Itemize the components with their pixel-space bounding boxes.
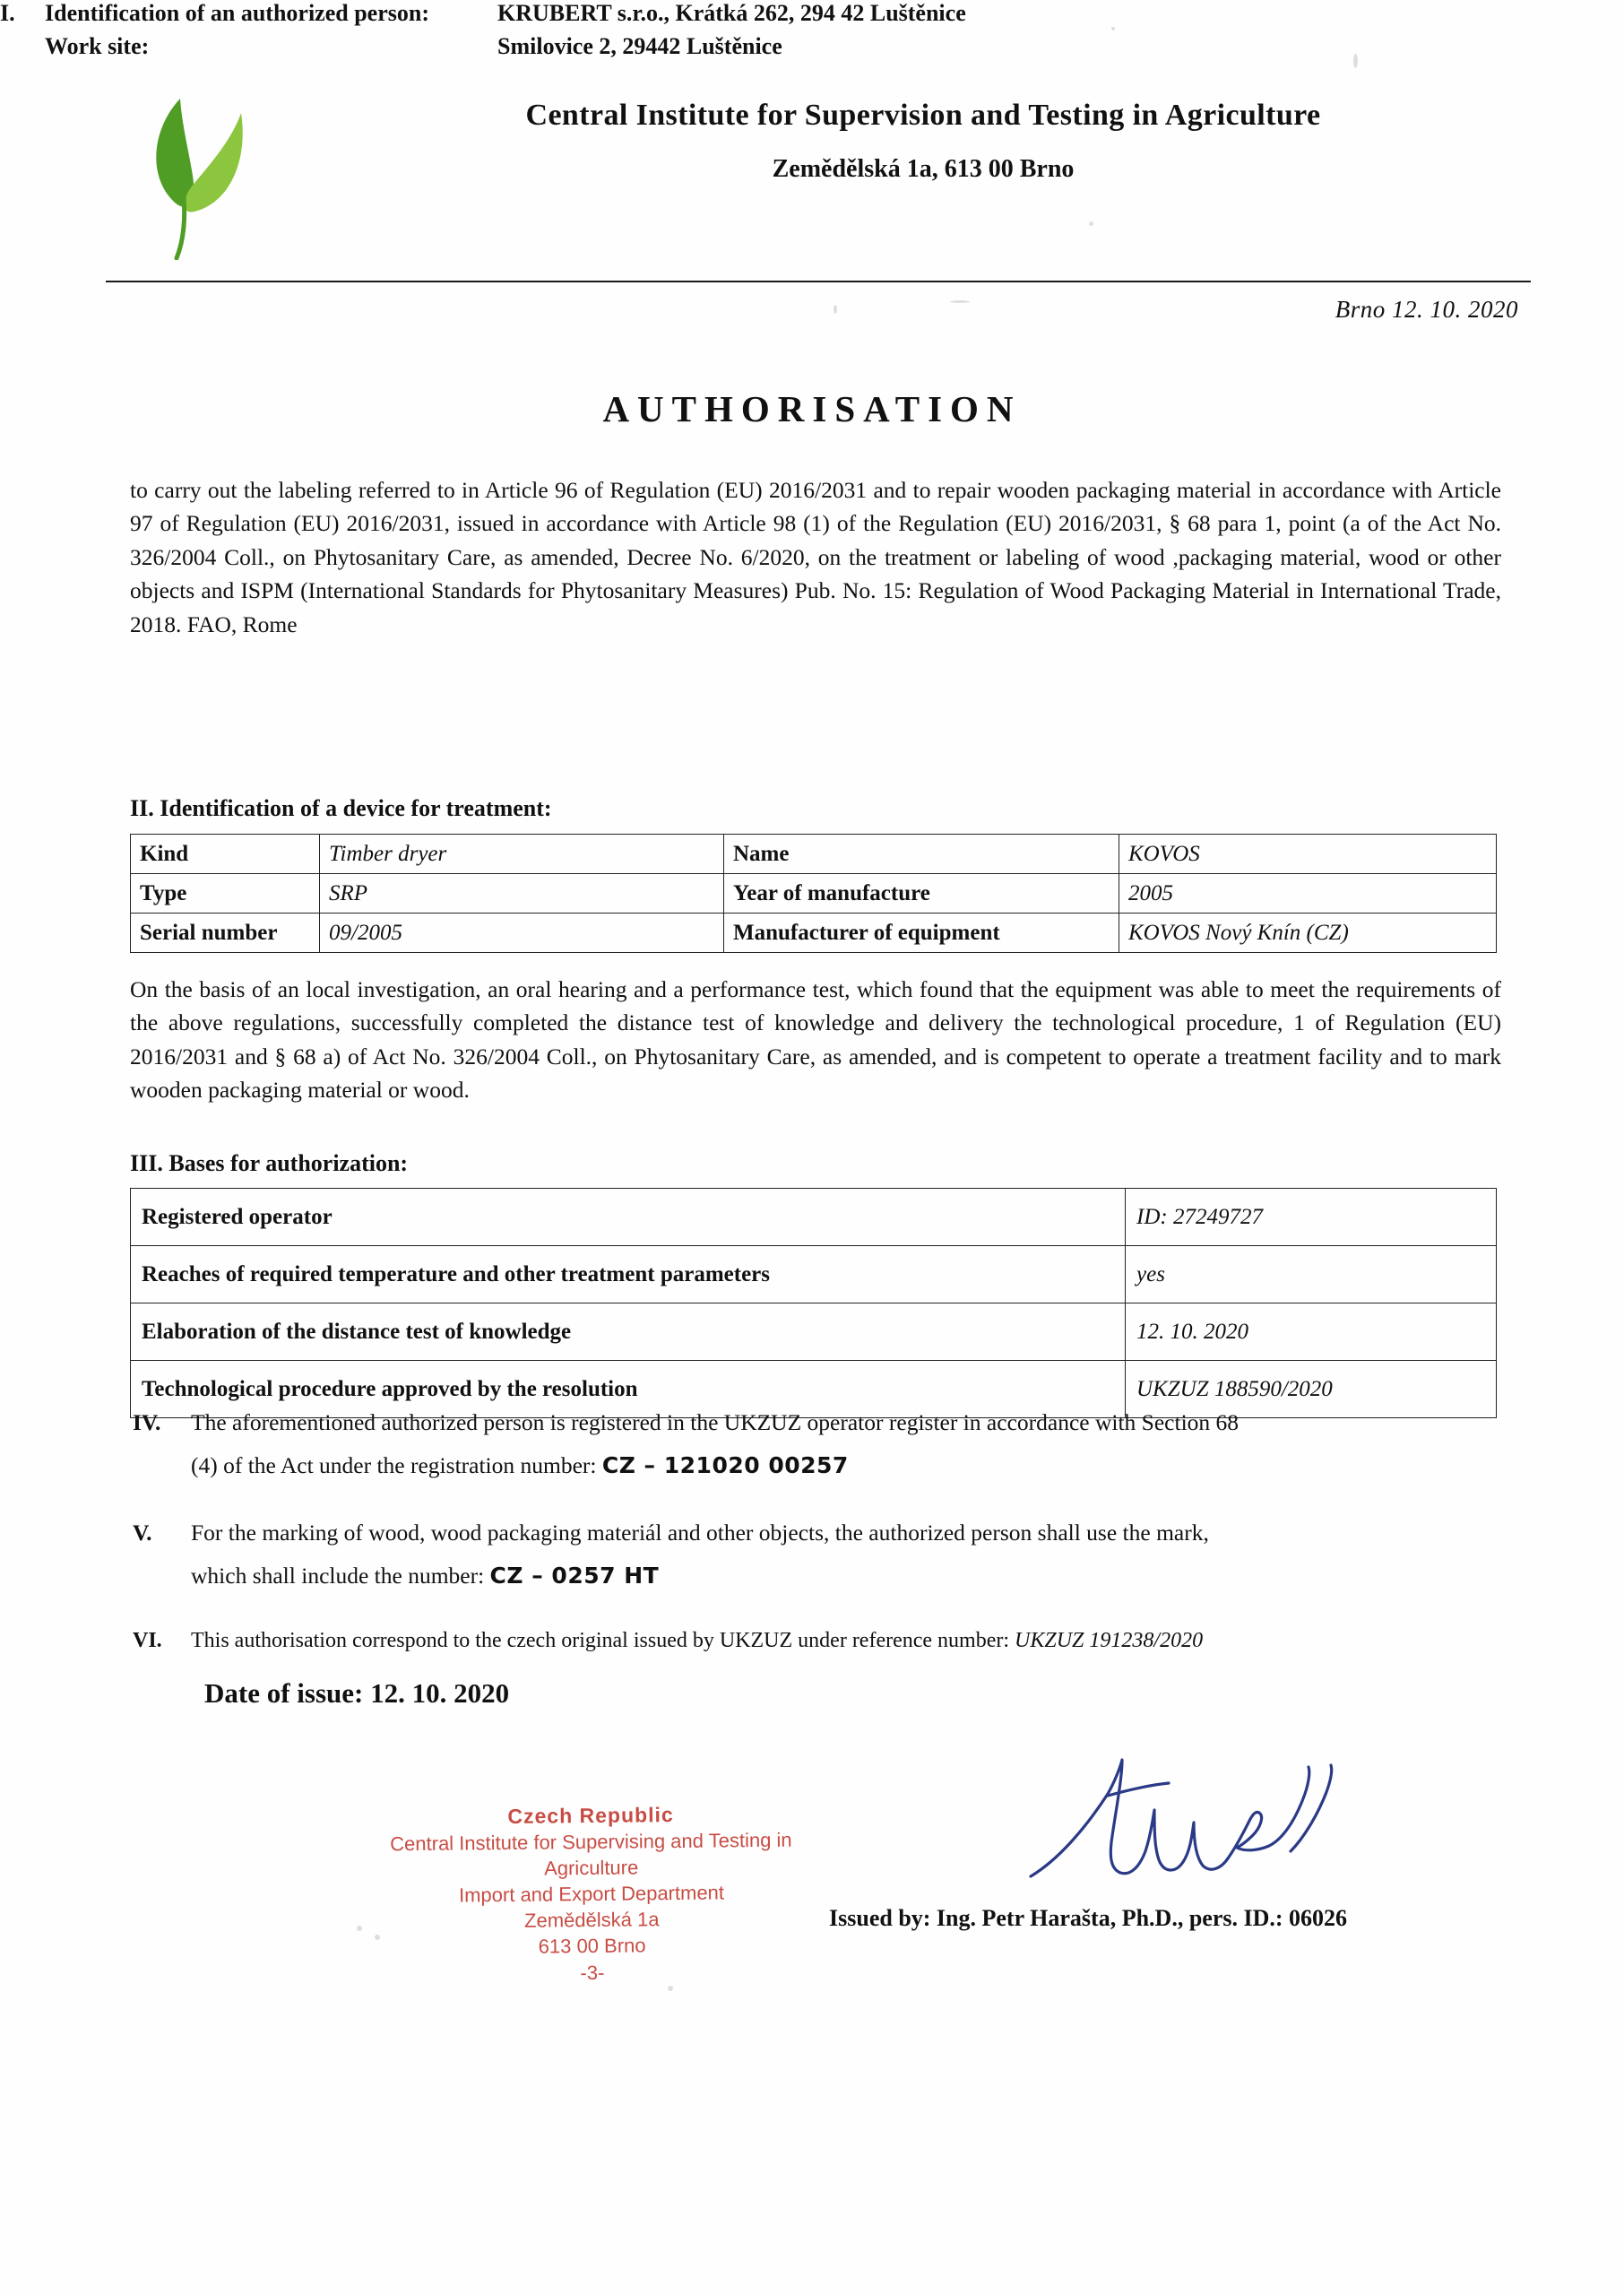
stamp-line-city: 613 00 Brno	[538, 1934, 646, 1959]
section-6-body	[191, 1624, 1513, 1658]
device-label-year: Year of manufacture	[724, 874, 1119, 914]
section-3-heading: III. Bases for authorization:	[130, 1150, 409, 1176]
device-table	[130, 834, 1497, 953]
section-4-numeral: IV.	[133, 1409, 161, 1435]
official-stamp	[349, 1799, 834, 1988]
device-value-serial: 09/2005	[320, 914, 724, 953]
basis-paragraph: On the basis of an local investigation, an oral hearing and a performance test, which found that the equipment was able to meet the requirements of the above regulations, successfully completed the distance test of knowledge and delivery the technological procedure, 1 of Regulation (EU) 2016/2031 and § 68 a) of Act No. 326/2004 Coll., on Phytosanitary Care, as amended, and is competent to operate a treatment facility and to mark wooden packaging material or wood.	[130, 976, 1501, 1104]
institute-title: Central Institute for Supervision and Testing in Agriculture	[525, 99, 1321, 132]
stamp-line-country: Czech Republic	[507, 1803, 674, 1828]
section-4-text-line2: (4) of the Act under the registration number:	[191, 1451, 597, 1478]
device-label-serial: Serial number	[131, 914, 320, 953]
scan-speck	[668, 1986, 673, 1991]
mark-number: CZ – 0257 HT	[489, 1562, 660, 1589]
bases-value-temperature: yes	[1126, 1246, 1497, 1303]
bases-label-temperature: Reaches of required temperature and other treatment parameters	[131, 1246, 1126, 1303]
section-1-label-person: Identification of an authorized person:	[45, 0, 429, 26]
stamp-line-department: Import and Export Department	[458, 1881, 725, 1907]
section-4-text-line1: The aforementioned authorized person is registered in the UKZUZ operator register in accordance with Section 68	[191, 1409, 1240, 1435]
device-label-name: Name	[724, 835, 1119, 874]
section-1-row-person	[0, 0, 1371, 27]
section-1-value-worksite: Smilovice 2, 29442 Luštěnice	[497, 33, 782, 59]
device-value-manufacturer: KOVOS Nový Knín (CZ)	[1119, 914, 1497, 953]
device-value-kind: Timber dryer	[320, 835, 724, 874]
scan-speck	[1111, 27, 1115, 30]
table-row	[131, 914, 1497, 953]
bases-value-technological-procedure: UKZUZ 188590/2020	[1126, 1361, 1497, 1418]
document-header	[108, 90, 1524, 278]
green-leaf-logo-icon	[130, 90, 264, 260]
table-row	[131, 874, 1497, 914]
handwritten-signature	[1022, 1753, 1344, 1896]
issued-by-line: Issued by: Ing. Petr Harašta, Ph.D., pers. ID.: 06026	[829, 1905, 1348, 1931]
section-5	[133, 1515, 1513, 1593]
device-value-year: 2005	[1119, 874, 1497, 914]
device-value-type: SRP	[320, 874, 724, 914]
institute-address: Zemědělská 1a, 613 00 Brno	[772, 155, 1075, 183]
stamp-line-page: -3-	[580, 1961, 605, 1984]
section-1-row-worksite	[0, 33, 1371, 60]
section-1-numeral: I.	[0, 0, 15, 26]
section-5-body	[191, 1515, 1513, 1593]
bases-label-registered-operator: Registered operator	[131, 1189, 1126, 1246]
section-4-body	[191, 1405, 1513, 1483]
bases-table	[130, 1188, 1497, 1418]
section-identification-person	[0, 0, 1371, 60]
header-text-block	[332, 99, 1515, 184]
header-divider	[106, 281, 1531, 282]
bases-value-distance-test: 12. 10. 2020	[1126, 1303, 1497, 1361]
section-6-numeral: VI.	[133, 1629, 162, 1652]
table-row	[131, 835, 1497, 874]
scan-speck	[1353, 54, 1358, 68]
bases-label-distance-test: Elaboration of the distance test of knowledge	[131, 1303, 1126, 1361]
section-5-text-line1: For the marking of wood, wood packaging materiál and other objects, the authorized person shall use the mark,	[191, 1520, 1209, 1546]
device-label-kind: Kind	[131, 835, 320, 874]
table-row	[131, 1303, 1497, 1361]
device-value-name: KOVOS	[1119, 835, 1497, 874]
table-row	[131, 1189, 1497, 1246]
preamble-paragraph: to carry out the labeling referred to in Article 96 of Regulation (EU) 2016/2031 and to repair wooden packaging material in accordance with Article 97 of Regulation (EU) 2016/2031, issued in accordance with Article 98 (1) of the Regulation (EU) 2016/2031, § 68 para 1, point (a of the Act No. 326/2004 Coll., on Phytosanitary Care, as amended, Decree No. 6/2020, on the treatment or labeling of wood ,packaging material, wood or other objects and ISPM (International Standards for Phytosanitary Measures) Pub. No. 15: Regulation of Wood Packaging Material in International Trade, 2018. FAO, Rome	[130, 477, 1501, 637]
section-5-numeral: V.	[133, 1520, 152, 1546]
stamp-line-street: Zemědělská 1a	[523, 1908, 660, 1933]
device-label-manufacturer: Manufacturer of equipment	[724, 914, 1119, 953]
bases-label-technological-procedure: Technological procedure approved by the resolution	[131, 1361, 1126, 1418]
section-6	[133, 1624, 1513, 1658]
section-6-text: This authorisation correspond to the czech original issued by UKZUZ under reference number:	[191, 1629, 1010, 1652]
bases-value-registered-operator: ID: 27249727	[1126, 1189, 1497, 1246]
table-row	[131, 1246, 1497, 1303]
date-of-issue: Date of issue: 12. 10. 2020	[204, 1677, 510, 1709]
scan-speck	[950, 300, 970, 303]
section-4	[133, 1405, 1513, 1483]
section-2-heading: II. Identification of a device for treatment:	[130, 795, 552, 821]
section-1-value-person: KRUBERT s.r.o., Krátká 262, 294 42 Luštěnice	[497, 0, 966, 26]
registration-number: CZ – 121020 00257	[601, 1451, 849, 1478]
scan-speck	[834, 305, 837, 314]
page-title: AUTHORISATION	[602, 388, 1022, 429]
section-1-spacer	[0, 33, 45, 60]
reference-number: UKZUZ 191238/2020	[1015, 1629, 1204, 1652]
section-5-text-line2: which shall include the number:	[191, 1562, 485, 1589]
document-date: Brno 12. 10. 2020	[1335, 296, 1518, 323]
stamp-line-institute: Central Institute for Supervising and Testing in Agriculture	[390, 1829, 792, 1880]
section-1-label-worksite: Work site:	[45, 33, 150, 59]
device-label-type: Type	[131, 874, 320, 914]
